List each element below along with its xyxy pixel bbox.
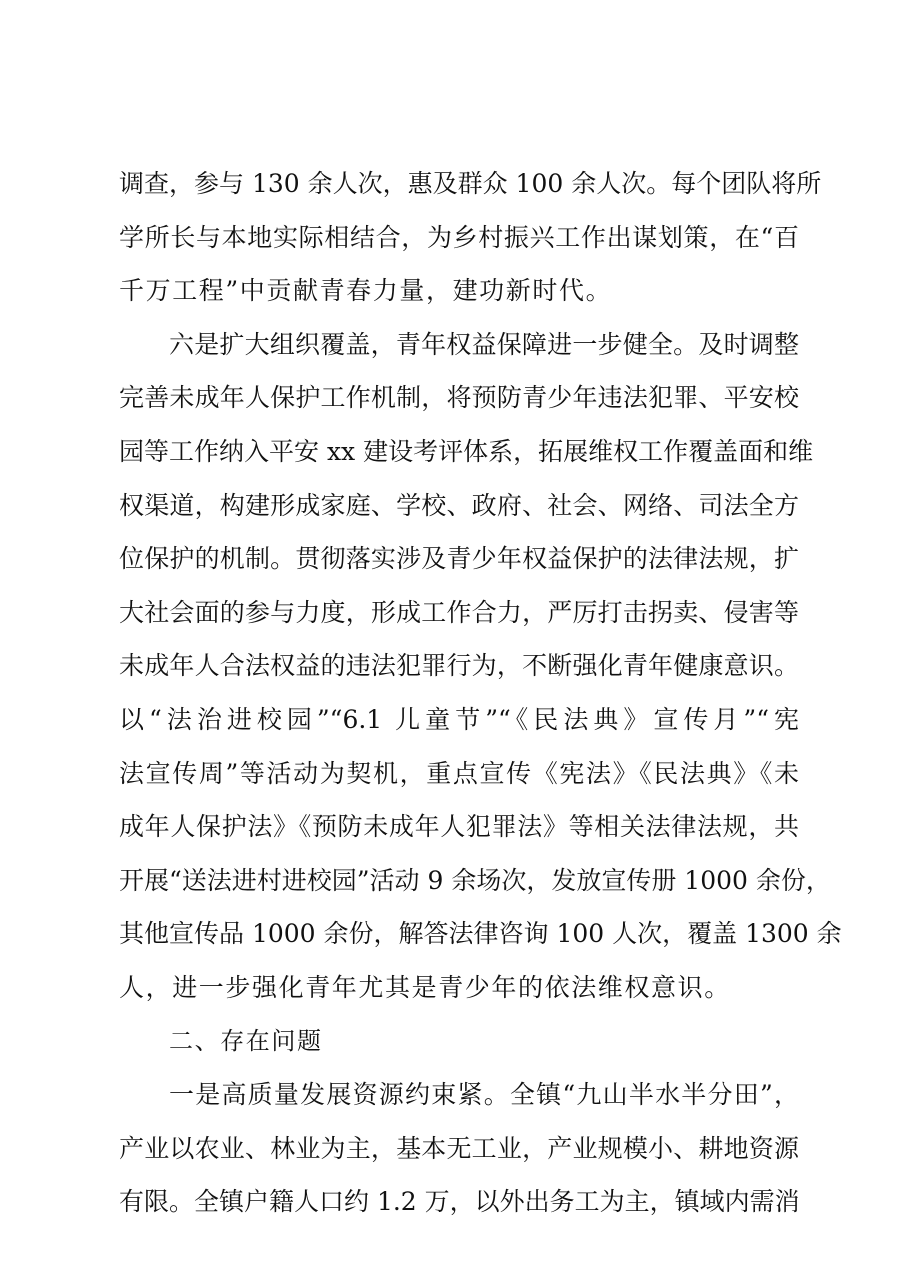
text-line: 千万工程”中贡献青春力量，建功新时代。: [119, 276, 613, 306]
text-line: 成年人保护法》《预防未成年人犯罪法》等相关法律法规，共: [119, 812, 799, 842]
text-line: 大社会面的参与力度，形成工作合力，严厉打击拐卖、侵害等: [119, 597, 799, 627]
text-line: 人，进一步强化青年尤其是青少年的依法维权意识。: [119, 972, 731, 1002]
text-line: 权渠道，构建形成家庭、学校、政府、社会、网络、司法全方: [119, 490, 799, 520]
text-line: 园等工作纳入平安 xx 建设考评体系，拓展维权工作覆盖面和维: [119, 436, 814, 466]
text-line: 完善未成年人保护工作机制，将预防青少年违法犯罪、平安校: [119, 383, 799, 413]
section-heading: 二、存在问题: [169, 1026, 323, 1055]
document-body: [119, 157, 842, 1229]
text-line: 以“法治进校园”“6.1 儿童节”“《民法典》宣传月”“宪: [119, 704, 799, 734]
text-line: 未成年人合法权益的违法犯罪行为，不断强化青年健康意识。: [119, 651, 799, 681]
text-line: 位保护的机制。贯彻落实涉及青少年权益保护的法律法规，扩: [119, 544, 799, 574]
text-line: 法宣传周”等活动为契机，重点宣传《宪法》《民法典》《未: [119, 758, 799, 788]
paragraph-start-line: 一是高质量发展资源约束紧。全镇“九山半水半分田”，: [169, 1080, 799, 1110]
text-line: 调查，参与 130 余人次，惠及群众 100 余人次。每个团队将所: [119, 169, 822, 198]
text-line: 学所长与本地实际相结合，为乡村振兴工作出谋划策，在“百: [119, 222, 799, 252]
text-line: 产业以农业、林业为主，基本无工业，产业规模小、耕地资源: [119, 1133, 799, 1163]
text-line: 其他宣传品 1000 余份，解答法律咨询 100 人次，覆盖 1300 余: [119, 919, 842, 949]
text-line: 有限。全镇户籍人口约 1.2 万，以外出务工为主，镇域内需消: [119, 1187, 800, 1217]
paragraph-start-line: 六是扩大组织覆盖，青年权益保障进一步健全。及时调整: [169, 329, 799, 359]
text-line: 开展“送法进村进校园”活动 9 余场次，发放宣传册 1000 余份，: [119, 865, 831, 895]
